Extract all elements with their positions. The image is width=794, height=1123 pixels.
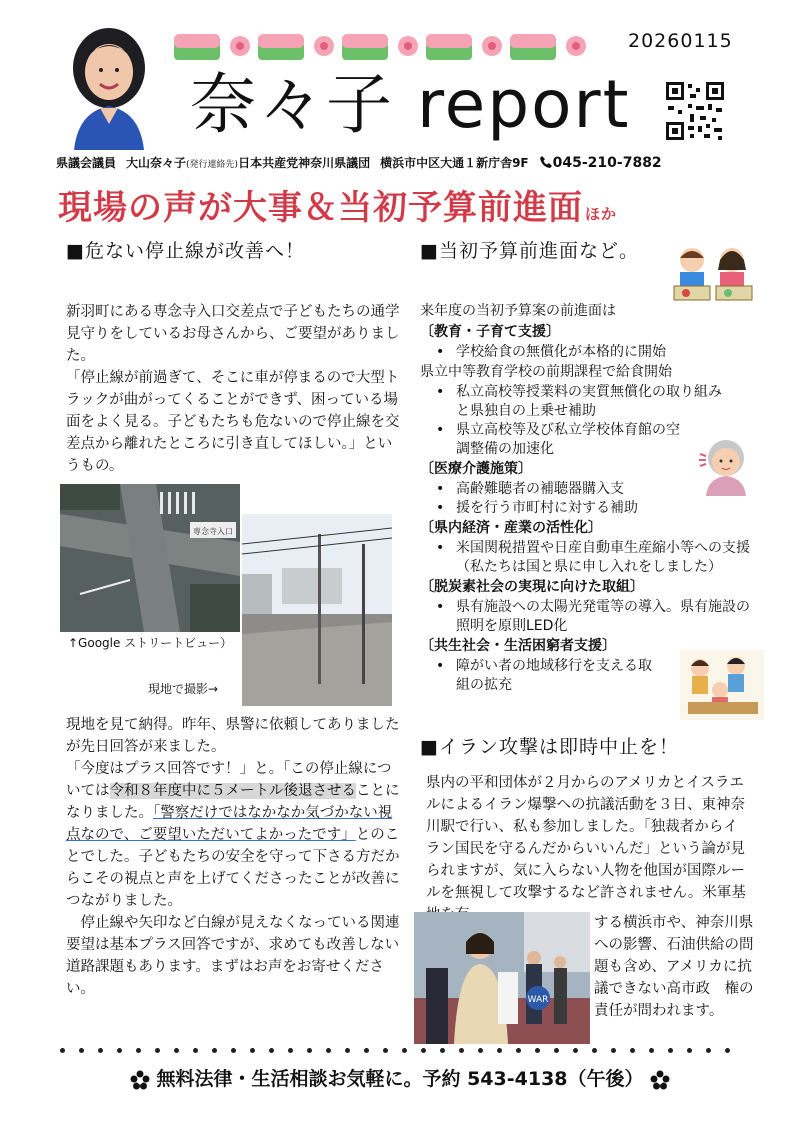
list-item: • 県有施設への太陽光発電等の導入。県有施設の照明を原則LED化 xyxy=(442,598,750,636)
phone-icon xyxy=(539,155,553,169)
consultation-footer xyxy=(80,1064,720,1091)
group-activity-illustration xyxy=(680,650,764,720)
street-view-image xyxy=(60,484,240,632)
stop-line-result xyxy=(66,714,402,1000)
budget-heading: ■当初予算前進面など。 xyxy=(420,240,639,262)
protest-sign-text: WAR xyxy=(527,995,549,1005)
list-item: • 学校給食の無償化が本格的に開始 xyxy=(442,343,750,362)
qr-code-icon[interactable] xyxy=(664,80,726,142)
result-paragraph-2: 「今度はプラス回答です！」と。「この停止線については令和８年度中に５メートル後退させることになりました。「警察だけではなかなか気づかない視点なので、ご要望いただいてよかったです」とのことでした。子どもたちの安全を守って下さる方だからこその視点と声を上げてくださったことが改善につながりました。 xyxy=(66,761,400,909)
list-item: • 米国関税措置や日産自動車生産縮小等への支援（私たちは国と県に申し入れをしました） xyxy=(442,539,750,577)
list-item: • 高齢難聴者の補聴器購入支 xyxy=(442,480,750,499)
iran-paragraph-continued: する横浜市や、神奈川県への影響、石油供給の問題も含め、アメリカに抗議できない高市政 権の責任が問われます。 xyxy=(594,915,754,1019)
newsletter-title: 奈々子 report xyxy=(190,66,631,143)
footer-text: 無料法律・生活相談お気軽に。予約 543-4138（午後） xyxy=(156,1068,644,1090)
list-item: • 私立高校等授業料の実質無償化の取り組みと県独自の上乗せ補助 xyxy=(442,383,750,421)
contact-label: (発行連絡先) xyxy=(186,160,239,170)
result-paragraph-3: 停止線や矢印など白線が見えなくなっている関連要望は基本プラス回答ですが、求めても改善しない道路課題もあります。まずはお声をお寄せください。 xyxy=(66,915,400,997)
author-name: 大山奈々子(発行連絡先)日本共産党神奈川県議団 xyxy=(126,156,371,170)
lunch-note: 県立中等教育学校の前期課程で給食開始 xyxy=(420,364,672,380)
phone-number[interactable]: 045-210-7882 xyxy=(539,155,662,171)
protest-photo xyxy=(414,912,590,1044)
headline: 現場の声が大事＆当初予算前進面 ほか xyxy=(58,188,618,228)
local-photo-image xyxy=(242,514,392,706)
dotted-divider xyxy=(60,1048,730,1053)
police-quote: 「警察だけではなかなか気づかない視点なので、ご要望いただいてよかったです」 xyxy=(66,805,393,843)
google-caption: ↑Google ストリートビュー） xyxy=(68,636,233,650)
stop-line-intro: 新羽町にある専念寺入口交差点で子どもたちの通学見守りをしているお母さんから、ご要望がありました。 xyxy=(66,304,400,364)
elderly-hearing-illustration xyxy=(696,434,752,496)
iran-paragraph: 県内の平和団体が２月からのアメリカとイスラエルによるイラン爆撃への抗議活動を３日、東神奈川駅で行い、私も参加しました。「独裁者からイラン国民を守るんだからいいんだ」という論が見られますが、気に入らない人物を他国が国際ルールを無視して攻撃するなど許されません。米軍基 xyxy=(426,775,746,901)
issue-date: 20260115 xyxy=(628,30,733,52)
list-item: • 県立高校等及び私立学校体育館の空調整備の加速化 xyxy=(442,421,750,459)
result-paragraph-1: 現地を見て納得。昨年、県警に依頼してありましたが先日回答が来ました。 xyxy=(66,717,400,755)
organization: 日本共産党神奈川県議団 xyxy=(238,156,371,170)
stop-line-quote: 「停止線が前過ぎて、そこに車が停まるので大型トラックが曲がってくることができず、困っている場面をよく見る。子どもたちも危ないので停止線を交差点から離れたところに引き直してほしい。」というもの。 xyxy=(66,370,400,474)
section-label-education: 〔教育・子育て支援〕 xyxy=(420,324,560,340)
contact-line xyxy=(56,154,746,171)
section-label-economy: 〔県内経済・産業の活性化〕 xyxy=(420,520,602,536)
stop-line-heading: ■危ない停止線が改善へ！ xyxy=(66,240,305,262)
local-photo-caption: 現地で撮影→ xyxy=(148,682,219,696)
decorative-banner xyxy=(172,26,602,66)
list-item: • 障がい者の地域移行を支える取組の拡充 xyxy=(442,657,750,695)
flower-icon xyxy=(130,1070,150,1090)
section-label-medical: 〔医療介護施策〕 xyxy=(420,461,532,477)
section-label-inclusion: 〔共生社会・生活困窮者支援〕 xyxy=(420,638,616,654)
address: 横浜市中区大通１新庁舎9F xyxy=(380,156,529,170)
left-column xyxy=(66,236,406,477)
flower-icon xyxy=(650,1070,670,1090)
intersection-sign: 専念寺入口 xyxy=(193,527,233,536)
budget-intro: 来年度の当初予算案の前進面は xyxy=(420,303,616,319)
iran-heading: ■イラン攻撃は即時中止を！ xyxy=(420,736,679,758)
list-item: • 援を行う市町村に対する補助 xyxy=(442,499,750,518)
street-photos xyxy=(60,484,400,706)
role-label: 県議会議員 xyxy=(56,156,117,170)
section-label-decarbonization: 〔脱炭素社会の実現に向けた取組〕 xyxy=(420,579,644,595)
headline-suffix: ほか xyxy=(585,205,618,223)
author-portrait xyxy=(70,20,148,150)
highlight-retreat: 令和８年度中に５メートル後退させる xyxy=(109,783,356,799)
children-lunch-illustration xyxy=(668,244,758,304)
